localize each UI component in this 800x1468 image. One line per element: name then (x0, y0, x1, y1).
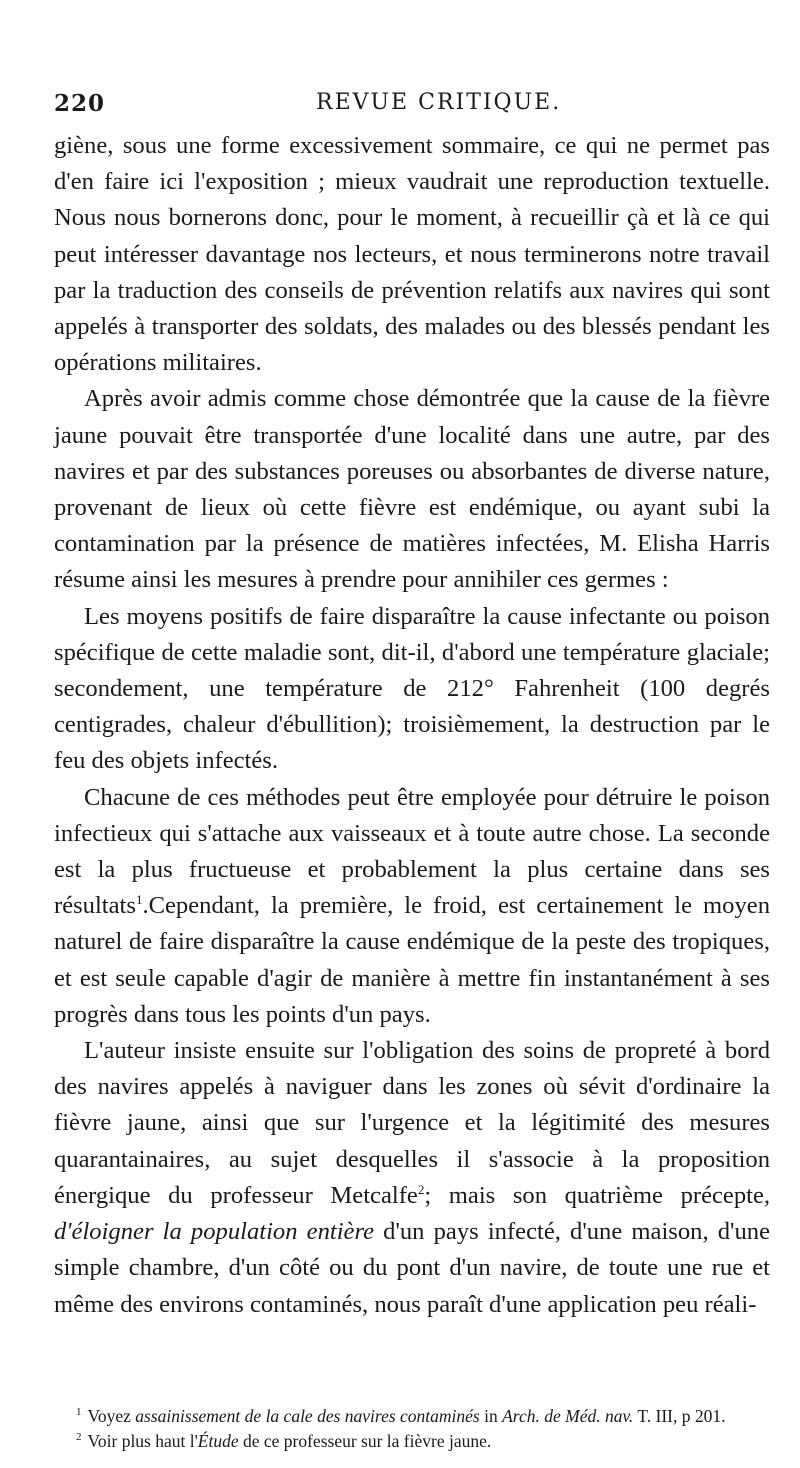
paragraph-4-text-b: .Cependant, la première, le froid, est certainement le moyen naturel de faire disparaître la cause endémique de la peste des tropiques, et est seule capable d'agir de manière à mettre fin instantanément à ses progrès dans tous les points d'un pays. (54, 892, 770, 1028)
paragraph-4 (54, 780, 770, 1033)
paragraph-3: Les moyens positifs de faire disparaître la cause infectante ou poison spécifique de cette maladie sont, dit-il, d'abord une température glaciale; secondement, une température de 212° Fahrenheit (100 degrés centigrades, chaleur d'ébullition); troisièmement, la destruction par le feu des objets infectés. (54, 602, 770, 775)
page-number: 220 (54, 90, 106, 117)
page-header (54, 90, 760, 120)
footnote-2-mark: 2 (76, 1430, 82, 1443)
paragraph-5-text-c: d'un pays infecté, d'une maison, d'une simple chambre, d'un côté ou du pont d'un navire, de toute une rue et même des environs contaminés, nous paraît d'une application peu réali- (54, 1218, 770, 1318)
footnote-ref-2: 2 (417, 1181, 425, 1197)
paragraph-5-text-a: L'auteur insiste ensuite sur l'obligation des soins de propreté à bord des navires appelés à naviguer dans les zones où sévit d'ordinaire la fièvre jaune, ainsi que sur l'urgence et la légitimité des mesures quarantainaires, au sujet desquelles il s'associe à la proposition énergique du professeur Metcalfe (54, 1037, 770, 1209)
paragraph-1: giène, sous une forme excessivement sommaire, ce qui ne permet pas d'en faire ici l'exposition ; mieux vaudrait une reproduction textuelle. Nous nous bornerons donc, pour le moment, à recueillir çà et là ce qui peut intéresser davantage nos lecteurs, et nous terminerons notre travail par la traduction des conseils de prévention relatifs aux navires qui sont appelés à transporter des soldats, des malades ou des blessés pendant les opérations militaires. (54, 132, 770, 377)
paragraph-2: Après avoir admis comme chose démontrée que la cause de la fièvre jaune pouvait être transportée d'une localité dans une autre, par des navires et par des substances poreuses ou absorbantes de diverse nature, provenant de lieux où cette fièvre est endémique, ou ayant subi la contamination par la présence de matières infectées, M. Elisha Harris résume ainsi les mesures à prendre pour annihiler ces germes : (54, 385, 770, 594)
footnote-1-text-b: in (479, 1405, 503, 1426)
paragraph-5-italic: d'éloigner la population entière (54, 1218, 375, 1246)
running-head: REVUE CRITIQUE. (316, 90, 562, 115)
footnote-2-italic: Étude (197, 1430, 239, 1451)
footnote-2-text-b: de ce professeur sur la fièvre jaune. (238, 1430, 492, 1451)
footnote-1-text-a: Voyez (87, 1405, 136, 1426)
footnote-2 (54, 1427, 770, 1452)
footnote-1-italic: assainissement de la cale des navires contaminés (135, 1405, 480, 1426)
paragraph-4-text-a: Chacune de ces méthodes peut être employée pour détruire le poison infectieux qui s'attache aux vaisseaux et à toute autre chose. La seconde est la plus fructueuse et probablement la plus certaine dans ses résultats (54, 783, 770, 920)
paragraph-5-text-b: ; mais son quatrième précepte, (424, 1181, 771, 1209)
body-text (54, 128, 770, 1323)
footnote-1-mark: 1 (76, 1406, 82, 1418)
footnote-2-text-a: Voir plus haut l' (87, 1430, 198, 1451)
footnote-1-text-c: T. III, p 201. (633, 1405, 726, 1426)
footnote-ref-1: 1 (135, 892, 143, 908)
paragraph-5 (54, 1033, 770, 1323)
footnote-1 (54, 1402, 770, 1427)
footnote-1-italic-2: Arch. de Méd. nav. (502, 1405, 634, 1426)
footnotes (54, 1402, 770, 1452)
